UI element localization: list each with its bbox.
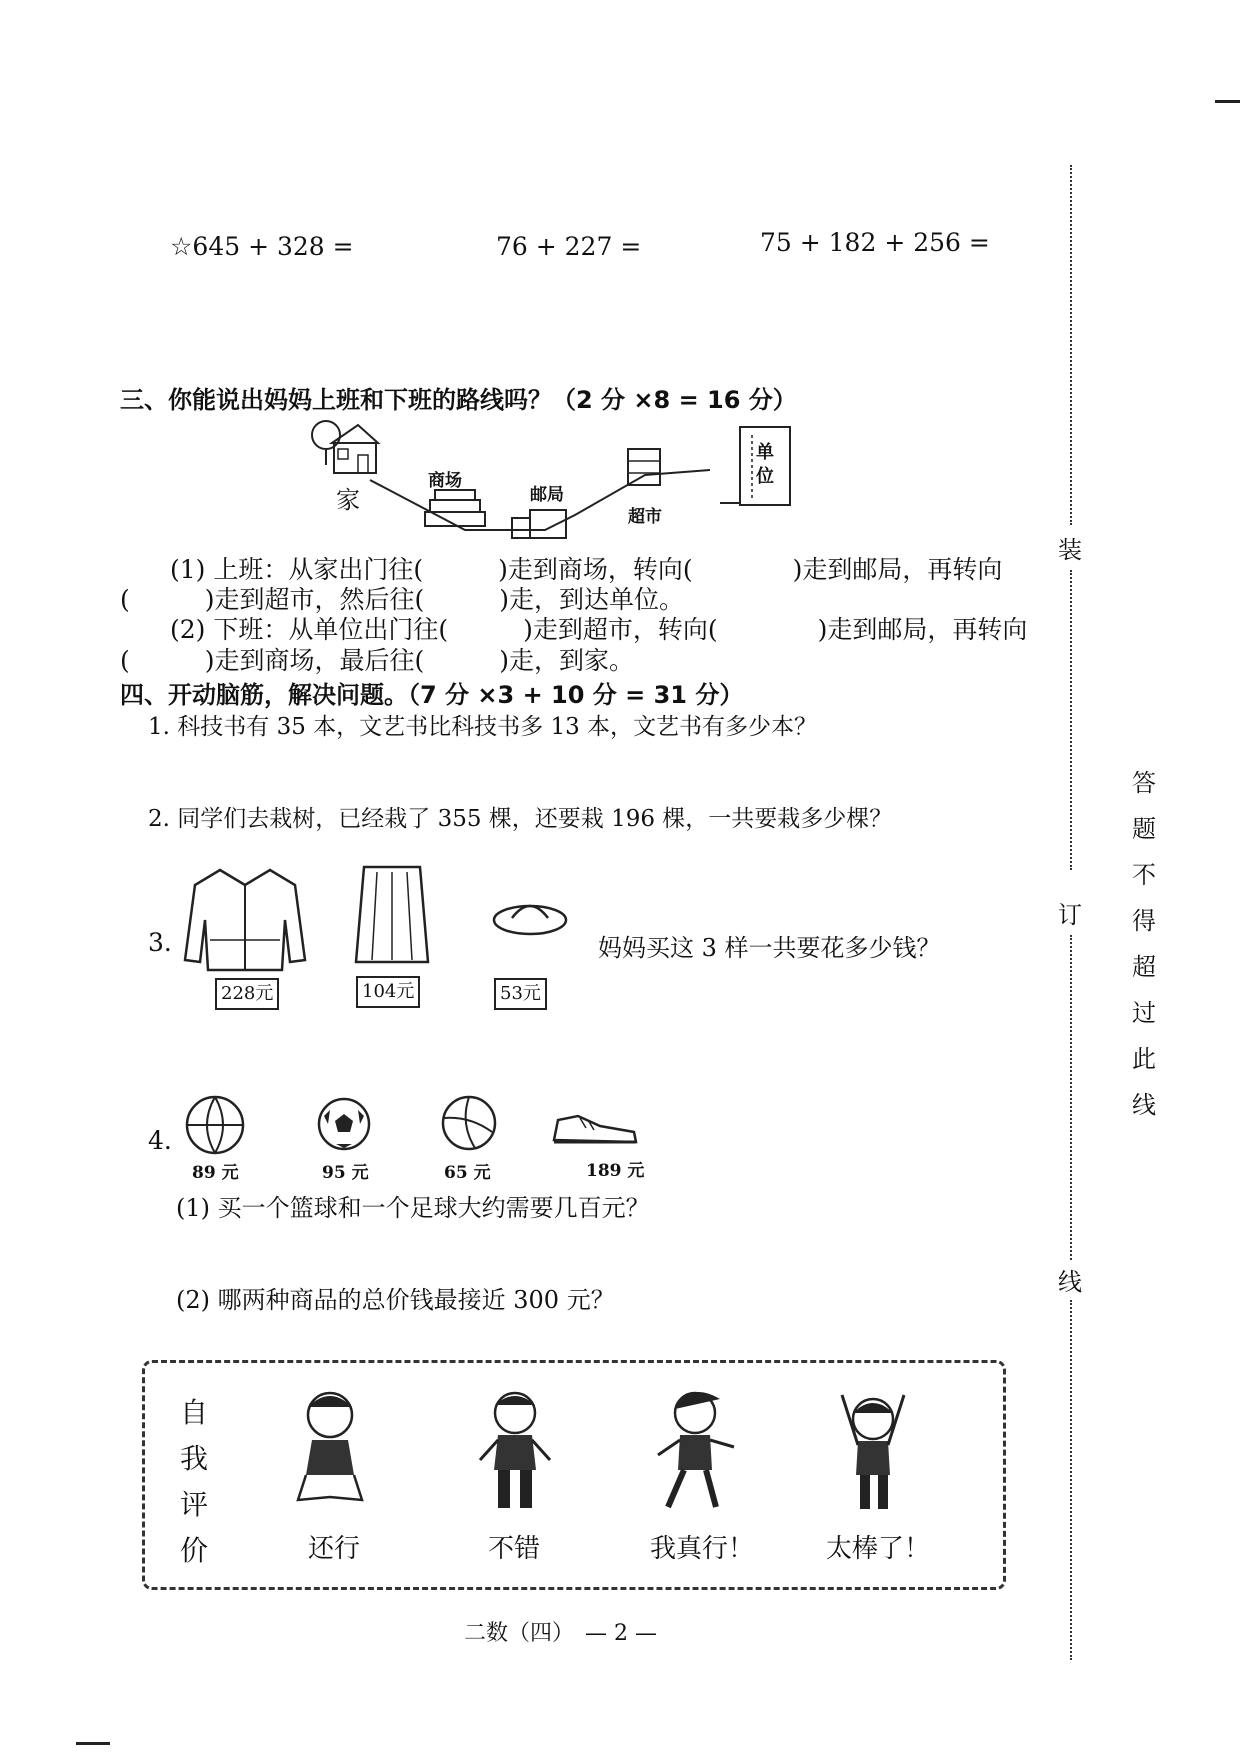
shoes-icon bbox=[550, 1104, 640, 1148]
s4-q3-text: 妈妈买这 3 样一共要花多少钱？ bbox=[598, 934, 941, 962]
binding-notice bbox=[1132, 760, 1156, 1128]
binding-line-2 bbox=[1070, 570, 1072, 870]
kid-cheering-icon bbox=[828, 1385, 918, 1515]
notice-char-2: 题 bbox=[1132, 815, 1156, 843]
s3-q2-line1: (2) 下班：从单位出门往( )走到超市，转向( )走到邮局，再转向 bbox=[170, 615, 1028, 644]
rating-good: 不错 bbox=[488, 1534, 541, 1564]
mall-icon bbox=[425, 490, 485, 526]
self-eval-char-4: 价 bbox=[180, 1534, 209, 1567]
soccer-ball-price: 95 元 bbox=[322, 1163, 369, 1183]
skirt-icon bbox=[352, 862, 432, 972]
hat-icon bbox=[490, 890, 570, 940]
s4-q4-number: 4. bbox=[148, 1126, 172, 1155]
binding-line-4 bbox=[1070, 1300, 1072, 1660]
s4-q2: 2. 同学们去栽树，已经栽了 355 棵，还要栽 196 棵，一共要栽多少棵？ bbox=[148, 806, 893, 832]
notice-char-8: 线 bbox=[1132, 1091, 1156, 1119]
map-label-mall: 商场 bbox=[428, 471, 462, 491]
map-label-home: 家 bbox=[336, 486, 360, 514]
kid-waving-icon bbox=[650, 1385, 740, 1515]
self-eval-char-3: 评 bbox=[180, 1488, 209, 1521]
binding-line-3 bbox=[1070, 935, 1072, 1260]
hat-price: 53元 bbox=[494, 978, 547, 1010]
supermarket-icon bbox=[628, 449, 660, 485]
skirt-price: 104元 bbox=[356, 976, 420, 1008]
edge-mark-top bbox=[1215, 100, 1240, 103]
tree-icon bbox=[312, 421, 340, 449]
shoes-price: 189 元 bbox=[586, 1161, 645, 1181]
volleyball-icon bbox=[440, 1094, 498, 1152]
self-eval-char-1: 自 bbox=[180, 1396, 209, 1429]
basketball-price: 89 元 bbox=[192, 1163, 239, 1183]
section4-title: 四、开动脑筋，解决问题。（7 分 ×3 + 10 分 = 31 分） bbox=[120, 681, 744, 709]
binding-mark-ding: 订 bbox=[1058, 901, 1082, 929]
calc-2: 76 + 227 = bbox=[496, 232, 642, 261]
kid-sitting-icon bbox=[290, 1385, 380, 1510]
self-eval-label bbox=[180, 1390, 208, 1574]
s4-q1: 1. 科技书有 35 本，文艺书比科技书多 13 本，文艺书有多少本？ bbox=[148, 714, 818, 740]
jacket-price: 228元 bbox=[215, 978, 279, 1010]
s4-q3-number: 3. bbox=[148, 928, 172, 957]
binding-line-1 bbox=[1070, 165, 1072, 525]
notice-char-5: 超 bbox=[1132, 953, 1156, 981]
s4-q4-sub2: (2) 哪两种商品的总价钱最接近 300 元？ bbox=[176, 1286, 615, 1314]
section3-title: 三、你能说出妈妈上班和下班的路线吗？（2 分 ×8 = 16 分） bbox=[120, 386, 797, 414]
kid-standing-icon bbox=[470, 1385, 560, 1515]
notice-char-1: 答 bbox=[1132, 769, 1156, 797]
volleyball-price: 65 元 bbox=[444, 1163, 491, 1183]
self-eval-char-2: 我 bbox=[180, 1442, 209, 1475]
rating-ok: 还行 bbox=[308, 1534, 361, 1564]
map-label-work-bottom: 位 bbox=[756, 466, 774, 487]
notice-char-7: 此 bbox=[1132, 1045, 1156, 1073]
map-label-work-top: 单 bbox=[756, 442, 774, 463]
soccer-ball-icon bbox=[316, 1096, 372, 1152]
page-footer: 二数（四） — 2 — bbox=[464, 1621, 657, 1646]
s3-q2-line2: ( )走到商场，最后往( )走，到家。 bbox=[120, 646, 635, 675]
rating-excellent: 太棒了！ bbox=[826, 1534, 931, 1564]
notice-char-3: 不 bbox=[1132, 861, 1156, 889]
map-label-market: 超市 bbox=[628, 507, 662, 527]
notice-char-4: 得 bbox=[1132, 907, 1156, 935]
binding-mark-zhuang: 装 bbox=[1058, 536, 1082, 564]
notice-char-6: 过 bbox=[1132, 999, 1156, 1027]
office-icon bbox=[720, 427, 790, 505]
s4-q4-sub1: (1) 买一个篮球和一个足球大约需要几百元？ bbox=[176, 1194, 650, 1222]
s3-q1-line2: ( )走到超市，然后往( )走，到达单位。 bbox=[120, 585, 685, 614]
calc-3: 75 + 182 + 256 = bbox=[760, 228, 990, 257]
edge-mark-bottom bbox=[76, 1742, 110, 1745]
map-label-post: 邮局 bbox=[530, 485, 564, 505]
s3-q1-line1: (1) 上班：从家出门往( )走到商场，转向( )走到邮局，再转向 bbox=[170, 555, 1003, 584]
jacket-icon bbox=[180, 860, 310, 980]
calc-1: ☆645 + 328 = bbox=[170, 232, 354, 261]
basketball-icon bbox=[184, 1094, 246, 1156]
rating-great: 我真行！ bbox=[650, 1534, 755, 1564]
binding-mark-xian: 线 bbox=[1058, 1268, 1082, 1296]
